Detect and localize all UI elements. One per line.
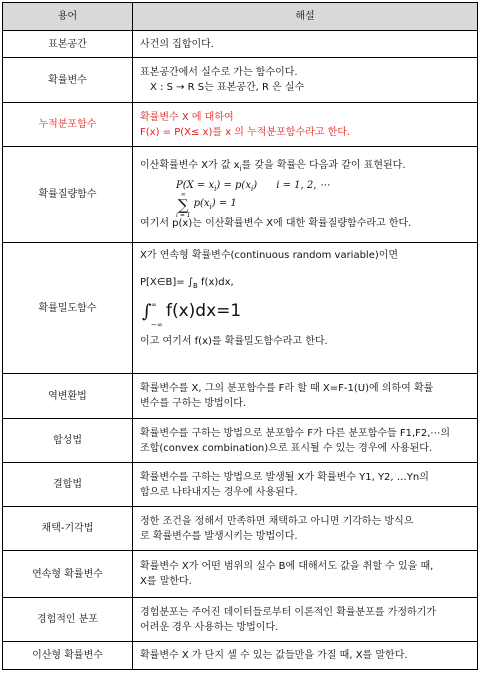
math-text: P[X∈B]= ∫ (140, 277, 194, 288)
pdf-formula-1 (140, 275, 471, 294)
math-text: ) = 1 (211, 197, 237, 209)
desc-cell (133, 507, 478, 551)
term-cell: 확률밀도함수 (3, 243, 133, 374)
desc-cell (133, 642, 478, 670)
subscript: i (239, 165, 242, 173)
table-row (3, 374, 478, 419)
pdf-formula-2 (140, 294, 471, 328)
table-row (3, 551, 478, 598)
table-row (3, 58, 478, 103)
desc-cell (133, 103, 478, 147)
desc-line: 확률변수 X 에 대하여 (140, 111, 234, 123)
desc-line: 확률변수 X 가 단지 셀 수 있는 값들만을 가질 때, X를 말한다. (140, 650, 408, 661)
header-desc: 해설 (133, 3, 478, 31)
table-row (3, 31, 478, 58)
desc-line: 확률변수를 구하는 방법으로 분포함수 F가 다른 분포함수들 F1,F2,⋯의 (140, 427, 451, 439)
sigma-lower: i = 1 (176, 212, 191, 219)
table-row (3, 642, 478, 670)
desc-line: 확률변수를 X, 그의 분포함수를 F라 할 때 X=F-1(U)에 의하여 확률 (140, 383, 434, 394)
sigma-symbol: ∑ (177, 196, 189, 214)
table-row (3, 147, 478, 243)
desc-line: F(x) = P(X≤ x)를 x 의 누적분포함수라고 한다. (140, 126, 351, 138)
math-text: p(x (193, 197, 210, 209)
integral-icon (142, 300, 166, 329)
term-cell: 연속형 확률변수 (3, 551, 133, 598)
integral-lower: −∞ (151, 320, 163, 329)
math-text: ) = p(x (216, 180, 251, 191)
desc-text: 이산확률변수 X가 값 x (140, 160, 240, 171)
desc-cell (133, 374, 478, 419)
math-text: f(x)dx=1 (166, 300, 242, 321)
desc-cell (133, 243, 478, 374)
desc-cell (133, 31, 478, 58)
desc-cell (133, 419, 478, 463)
subscript: i (209, 202, 212, 211)
subscript: B (193, 282, 198, 290)
subscript: i (250, 185, 254, 193)
desc-line (140, 158, 471, 177)
desc-line: 확률변수 X가 어떤 범위의 실수 B에 대해서도 값을 취할 수 있을 때, (140, 561, 434, 572)
desc-line: 사건의 집합이다. (140, 38, 214, 50)
sum-formula (140, 191, 471, 219)
desc-cell (133, 147, 478, 243)
desc-line: X가 연속형 확률변수(continuous random variable)이면 (140, 250, 399, 261)
desc-line: 변수를 구하는 방법이다. (140, 398, 247, 409)
desc-line: 이고 여기서 f(x)를 확률밀도함수라고 한다. (140, 336, 328, 347)
desc-cell (133, 598, 478, 642)
desc-cell (133, 58, 478, 103)
desc-line: X : S → R S는 표본공간, R 은 실수 (150, 82, 305, 93)
term-cell: 역변환법 (3, 374, 133, 419)
sigma-icon (176, 191, 191, 219)
desc-text: 를 갖을 확률은 다음과 같이 표현된다. (241, 160, 406, 171)
desc-line: X를 말한다. (140, 576, 192, 587)
desc-cell (133, 551, 478, 598)
desc-line: 합으로 나타내지는 경우에 사용된다. (140, 486, 298, 498)
table-row (3, 419, 478, 463)
integral-upper: ∞ (151, 300, 157, 309)
desc-line: 로 확률변수를 발생시키는 방법이다. (140, 530, 298, 542)
table-row (3, 598, 478, 642)
table-row (3, 243, 478, 374)
desc-line: 확률변수를 구하는 방법으로 발생될 X가 확률변수 Y1, Y2, …Yn의 (140, 471, 429, 483)
math-text: f(x)dx, (197, 277, 234, 288)
desc-line: 조합(convex combination)으로 표시될 수 있는 경우에 사용된다. (140, 442, 433, 454)
subscript: i (214, 185, 217, 193)
term-cell: 확률변수 (3, 58, 133, 103)
header-term: 용어 (3, 3, 133, 31)
sigma-upper: ∞ (180, 191, 186, 198)
glossary-table (2, 2, 478, 670)
term-cell: 합성법 (3, 419, 133, 463)
term-cell: 확률질량함수 (3, 147, 133, 243)
desc-line: 어려운 경우 사용하는 방법이다. (140, 621, 279, 633)
table-row (3, 463, 478, 507)
desc-cell (133, 463, 478, 507)
table-row (3, 103, 478, 147)
desc-line: 여기서 p(x)는 이산확률변수 X에 대한 확률질량함수라고 한다. (140, 218, 412, 229)
desc-line: 정한 조건을 정해서 만족하면 채택하고 아니면 기각하는 방식으 (140, 515, 414, 527)
desc-line: 경험분포는 주어진 데이터들로부터 이론적인 확률분포를 가정하기가 (140, 606, 437, 618)
term-cell: 누적분포함수 (3, 103, 133, 147)
term-cell: 채택-기각법 (3, 507, 133, 551)
math-text: ) i = 1, 2, ⋯ (253, 180, 330, 191)
term-cell: 표본공간 (3, 31, 133, 58)
term-cell: 경험적인 분포 (3, 598, 133, 642)
glossary-table-container (2, 2, 477, 670)
header-row (3, 3, 478, 31)
term-cell: 결합법 (3, 463, 133, 507)
integral-symbol: ∫ (142, 300, 152, 322)
desc-line: 표본공간에서 실수로 가는 함수이다. (140, 67, 298, 78)
table-row (3, 507, 478, 551)
term-cell: 이산형 확률변수 (3, 642, 133, 670)
math-text: P(X = x (176, 180, 215, 191)
